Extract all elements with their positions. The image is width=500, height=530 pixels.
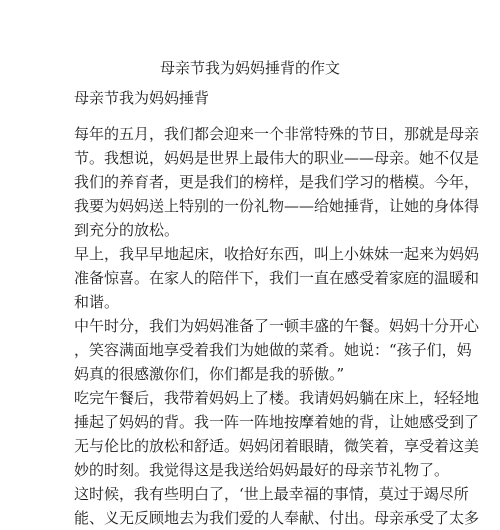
paragraph-line: 妈真的很感激你们，你们都是我的骄傲。” [74, 365, 345, 383]
paragraph-line: 准备惊喜。在家人的陪伴下，我们一直在感受着家庭的温暖和 [74, 269, 480, 287]
paragraph-line: 早上，我早早地起床，收拾好东西，叫上小妹妹一起来为妈妈 [74, 245, 480, 263]
paragraph-line: 捶起了妈妈的背。我一阵一阵地按摩着她的背，让她感受到了 [74, 413, 480, 431]
paragraph-4 [74, 386, 479, 482]
paragraph-line: 每年的五月，我们都会迎来一个非常特殊的节日，那就是母亲 [74, 125, 480, 143]
paragraph-line: 吃完午餐后，我带着妈妈上了楼。我请妈妈躺在床上，轻轻地 [74, 389, 480, 407]
paragraph-line: 节。我想说，妈妈是世界上最伟大的职业——母亲。她不仅是 [74, 149, 480, 167]
paragraph-line: 妙的时刻。我觉得这是我送给妈妈最好的母亲节礼物了。 [74, 461, 450, 479]
paragraph-2 [74, 242, 479, 314]
paragraph-line: 到充分的放松。 [74, 221, 180, 239]
paragraph-line: 我们的养育者，更是我们的榜样，是我们学习的楷模。今年， [74, 173, 480, 191]
paragraph-line: 能、义无反顾地去为我们爱的人奉献、付出。母亲承受了太多 [74, 509, 480, 527]
document-title: 母亲节我为妈妈捶背的作文 [159, 59, 340, 77]
paragraph-1 [74, 122, 479, 242]
document-subtitle: 母亲节我为妈妈捶背 [74, 89, 210, 107]
paragraph-line: ，笑容满面地享受着我们为她做的菜肴。她说：“孩子们，妈 [74, 341, 472, 359]
paragraph-3 [74, 314, 479, 386]
paragraph-line: 中午时分，我们为妈妈准备了一顿丰盛的午餐。妈妈十分开心 [74, 317, 480, 335]
paragraph-line: 和谐。 [74, 293, 120, 311]
paragraph-line: 这时候，我有些明白了，‘世上最幸福的事情，莫过于竭尽所 [74, 485, 469, 503]
paragraph-line: 无与伦比的放松和舒适。妈妈闭着眼睛，微笑着，享受着这美 [74, 437, 480, 455]
paragraph-line: 我要为妈妈送上特别的一份礼物——给她捶背，让她的身体得 [74, 197, 480, 215]
paragraph-5 [74, 482, 479, 530]
